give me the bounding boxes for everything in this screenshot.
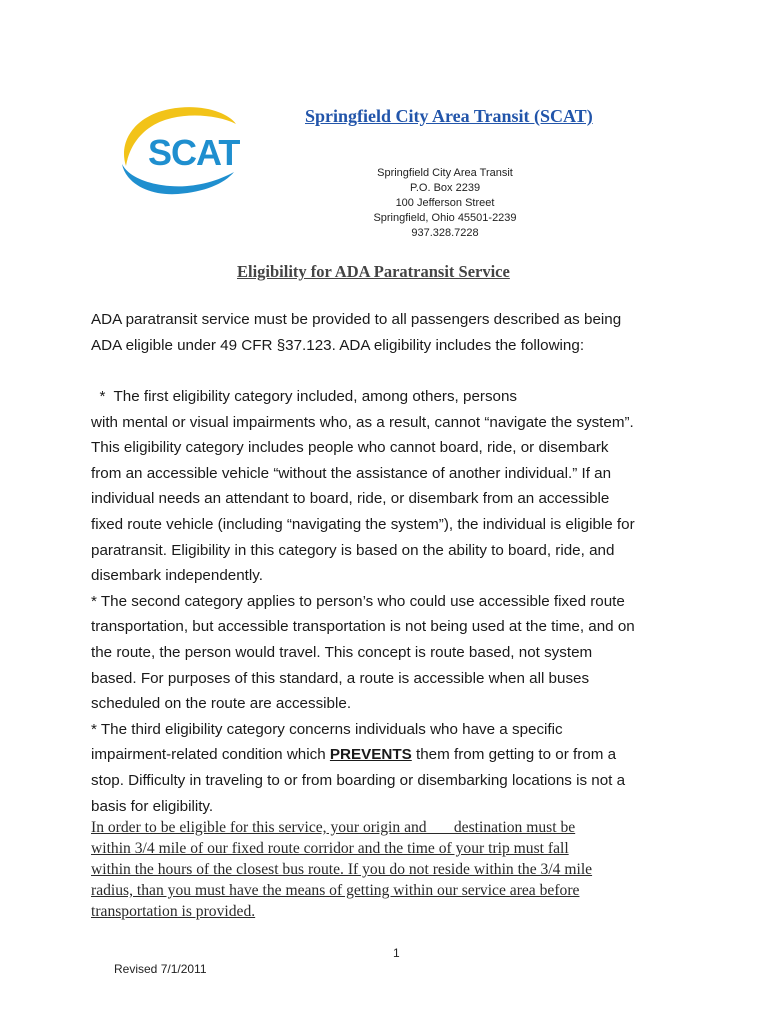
- address-block: [330, 166, 560, 241]
- text-line: fixed route vehicle (including “navigating the system”), the individual is eligible for: [91, 515, 635, 533]
- notice-line: radius, than you must have the means of getting within our service area before: [91, 882, 580, 899]
- notice-line: transportation is provided.: [91, 903, 256, 920]
- address-line: Springfield, Ohio 45501-2239: [373, 212, 517, 224]
- section-heading: Eligibility for ADA Paratransit Service: [237, 262, 510, 281]
- address-line: 100 Jefferson Street: [395, 197, 495, 209]
- text-fragment: impairment-related condition which: [91, 746, 330, 764]
- revision-date: Revised 7/1/2011: [114, 962, 207, 976]
- text-line: This eligibility category includes people who cannot board, ride, or disembark: [91, 439, 609, 457]
- text-line: [91, 742, 691, 768]
- text-line: ADA paratransit service must be provided to all passengers described as being: [91, 311, 622, 328]
- scat-logo: [112, 104, 264, 196]
- text-line: disembark independently.: [91, 567, 263, 585]
- text-line: scheduled on the route are accessible.: [91, 695, 352, 713]
- notice-line: within the hours of the closest bus route. If you do not reside within the 3/4 mile: [91, 861, 593, 878]
- text-line: transportation, but accessible transportation is not being used at the time, and on: [91, 618, 635, 636]
- logo-text: SCAT: [148, 132, 240, 173]
- prevents-emphasis: PREVENTS: [329, 746, 412, 764]
- service-area-notice: [91, 817, 651, 922]
- phone-number: 937.328.7228: [411, 227, 479, 239]
- text-line: * The third eligibility category concerns individuals who have a specific: [91, 720, 563, 738]
- address-line: Springfield City Area Transit: [377, 167, 513, 179]
- text-line: stop. Difficulty in traveling to or from boarding or disembarking locations is not a: [91, 771, 626, 789]
- text-line: individual needs an attendant to board, ride, or disembark from an accessible: [91, 490, 610, 508]
- text-line: * The first eligibility category included, among others, persons: [91, 388, 518, 405]
- text-line: the route, the person would travel. This concept is route based, not system: [91, 643, 593, 661]
- notice-line: In order to be eligible for this service, your origin and destination must be: [91, 819, 576, 836]
- text-line: from an accessible vehicle “without the assistance of another individual.” If an: [91, 464, 612, 482]
- text-line: based. For purposes of this standard, a route is accessible when all buses: [91, 669, 590, 687]
- text-line: basis for eligibility.: [91, 797, 214, 815]
- page-number: 1: [393, 946, 400, 960]
- eligibility-categories: [91, 384, 691, 819]
- page-title: Springfield City Area Transit (SCAT): [305, 106, 593, 126]
- text-line: with mental or visual impairments who, as a result, cannot “navigate the system”.: [91, 413, 634, 431]
- notice-line: within 3/4 mile of our fixed route corridor and the time of your trip must fall: [91, 840, 569, 857]
- text-line: ADA eligible under 49 CFR §37.123. ADA eligibility includes the following:: [91, 336, 585, 354]
- intro-paragraph: [91, 307, 691, 358]
- address-line: P.O. Box 2239: [409, 182, 481, 194]
- text-fragment: them from getting to or from a: [411, 746, 617, 764]
- text-line: * The second category applies to person’s who could use accessible fixed route: [91, 592, 625, 610]
- text-line: paratransit. Eligibility in this category is based on the ability to board, ride, and: [91, 541, 615, 559]
